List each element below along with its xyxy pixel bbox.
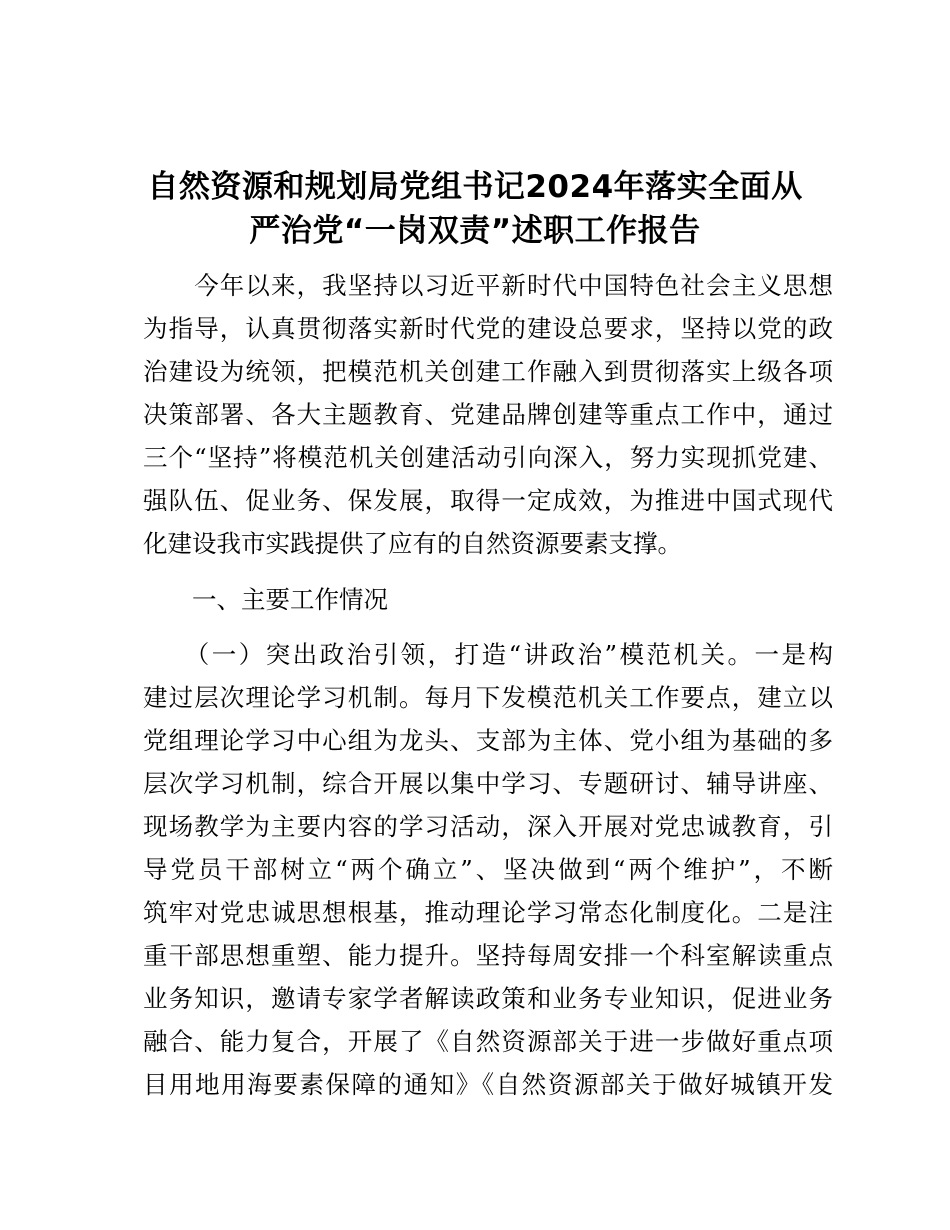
body-line: 目用地用海要素保障的通知》《自然资源部关于做好城镇开发 — [143, 1070, 833, 1099]
body-line: 为指导，认真贯彻落实新时代党的建设总要求，坚持以党的政 — [143, 314, 833, 343]
body-line: 现场教学为主要内容的学习活动，深入开展对党忠诚教育，引 — [143, 812, 833, 841]
body-line: 今年以来，我坚持以习近平新时代中国特色社会主义思想 — [143, 271, 833, 300]
body-line: 化建设我市实践提供了应有的自然资源要素支撑。 — [143, 529, 682, 558]
section-heading: 一、主要工作情况 — [143, 585, 388, 614]
document-title-line-1: 自然资源和规划局党组书记2024年落实全面从 — [147, 169, 803, 205]
body-line: 党组理论学习中心组为龙头、支部为主体、党小组为基础的多 — [143, 726, 833, 755]
body-line: 建过层次理论学习机制。每月下发模范机关工作要点，建立以 — [143, 683, 833, 712]
body-line: 层次学习机制，综合开展以集中学习、专题研讨、辅导讲座、 — [143, 769, 833, 798]
body-line: 三个“坚持”将模范机关创建活动引向深入，努力实现抓党建、 — [143, 443, 833, 472]
body-line: 导党员干部树立“两个确立”、坚决做到“两个维护”，不断 — [143, 855, 833, 884]
body-line: （一）突出政治引领，打造“讲政治”模范机关。一是构 — [143, 640, 833, 669]
document-title-line-2: 严治党“一岗双责”述职工作报告 — [249, 213, 701, 249]
body-line: 融合、能力复合，开展了《自然资源部关于进一步做好重点项 — [143, 1027, 833, 1056]
body-line: 重干部思想重塑、能力提升。坚持每周安排一个科室解读重点 — [143, 941, 833, 970]
body-line: 决策部署、各大主题教育、党建品牌创建等重点工作中，通过 — [143, 400, 833, 429]
body-line: 业务知识，邀请专家学者解读政策和业务专业知识，促进业务 — [143, 984, 833, 1013]
body-line: 筑牢对党忠诚思想根基，推动理论学习常态化制度化。二是注 — [143, 898, 833, 927]
body-line: 强队伍、促业务、保发展，取得一定成效，为推进中国式现代 — [143, 486, 833, 515]
body-line: 治建设为统领，把模范机关创建工作融入到贯彻落实上级各项 — [143, 357, 833, 386]
